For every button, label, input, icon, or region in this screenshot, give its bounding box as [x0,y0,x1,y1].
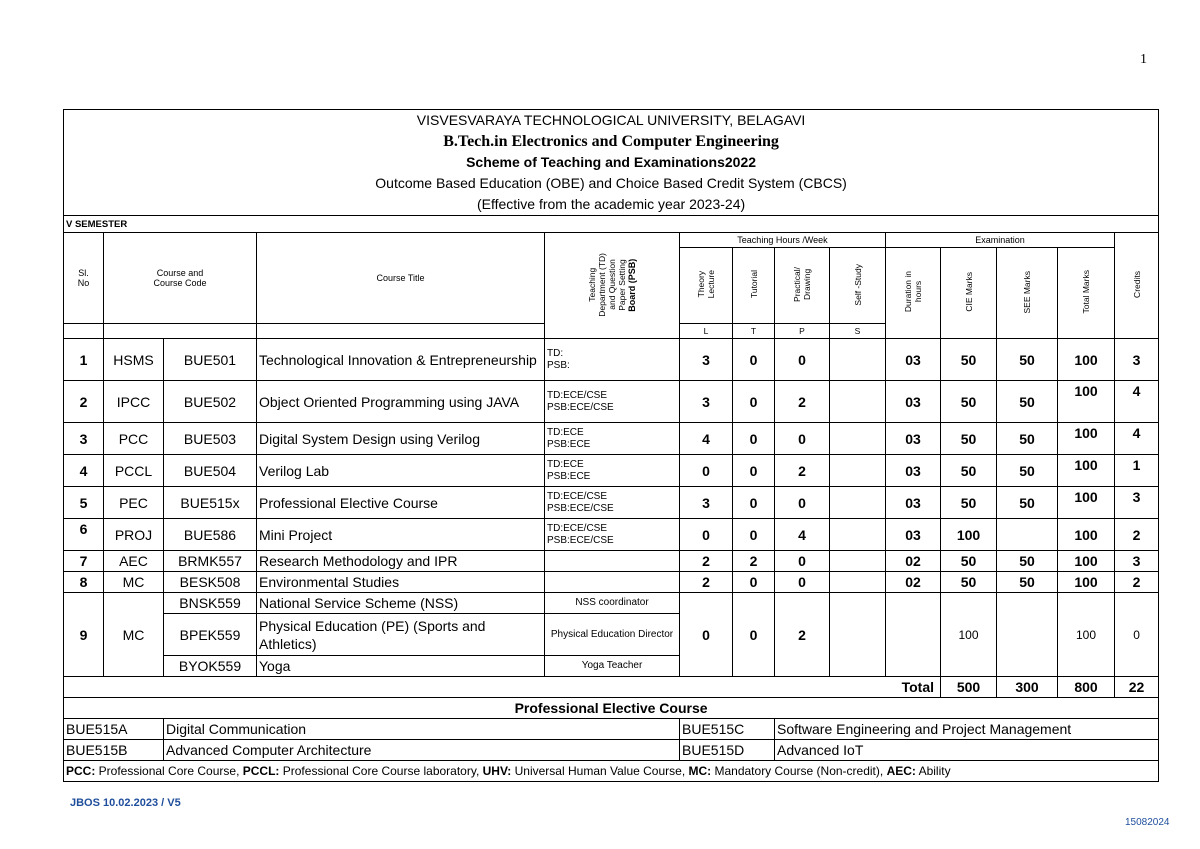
course-title: Verilog Lab [257,455,545,487]
cie-marks: 50 [941,455,997,487]
hours-L: 2 [680,551,733,572]
label-S: S [830,324,886,339]
hours-L: 4 [680,423,733,455]
td-psb [545,572,680,593]
see-marks: 50 [997,487,1058,519]
hours-P: 2 [775,455,830,487]
program-name: B.Tech.in Electronics and Computer Engineering [443,133,779,150]
total-see: 300 [997,677,1058,698]
label-L: L [680,324,733,339]
university-name: VISVESVARAYA TECHNOLOGICAL UNIVERSITY, BELAGAVI [416,112,806,128]
col-course-title: Course Title [257,233,545,324]
semester-label: V SEMESTER [64,216,1159,233]
course-code: BRMK557 [164,551,257,572]
group-examination: Examination [886,233,1115,248]
cie-marks: 50 [941,572,997,593]
td-psb: Yoga Teacher [545,656,680,677]
total-marks: 100 [1058,381,1115,423]
hours-P: 0 [775,423,830,455]
empty-cell [64,324,104,339]
credits: 0 [1115,593,1159,677]
see-marks: 50 [997,551,1058,572]
col-credits: Credits [1115,233,1159,339]
col-total: Total Marks [1058,248,1115,339]
td-psb: TD: PSB: [545,339,680,381]
col-sl-no: Sl. No [64,233,104,324]
sl-no: 4 [64,455,104,487]
course-title: National Service Scheme (NSS) [257,593,545,614]
teaching-dept-label: Teaching Department (TD) and Question Paper Setting Board (PSB) [587,252,637,317]
elective-title: Software Engineering and Project Management [775,719,1159,740]
sl-no: 1 [64,339,104,381]
sl-no: 7 [64,551,104,572]
see-marks: 50 [997,455,1058,487]
col-duration: Duration in hours [886,248,941,339]
hours-L: 3 [680,381,733,423]
abbreviation-note: PCC: Professional Core Course, PCCL: Professional Core Course laboratory, UHV: Universal Human Value Course, MC: Mandatory Course (Non-credit), AEC: Ability [64,761,1159,782]
see-marks: 50 [997,423,1058,455]
td-psb: NSS coordinator [545,593,680,614]
see-marks: 50 [997,381,1058,423]
cie-marks: 100 [941,593,997,677]
course-category: HSMS [104,339,164,381]
hours-T: 0 [733,455,775,487]
table-row [64,381,1159,423]
col-practical: Practical/ Drawing [775,248,830,324]
sl-no: 5 [64,487,104,519]
course-code: BUE515x [164,487,257,519]
effective-year: (Effective from the academic year 2023-24) [476,196,746,212]
hours-T: 0 [733,381,775,423]
duration: 03 [886,487,941,519]
td-psb: TD:ECE/CSE PSB:ECE/CSE [545,519,680,551]
hours-T: 0 [733,519,775,551]
elective-code: BUE515C [680,719,775,740]
course-title: Professional Elective Course [257,487,545,519]
td-psb: TD:ECE/CSE PSB:ECE/CSE [545,487,680,519]
hours-S [830,381,886,423]
hours-T: 0 [733,487,775,519]
sl-no: 3 [64,423,104,455]
hours-S [830,593,886,677]
empty-cell [257,324,545,339]
duration: 03 [886,381,941,423]
page-number: 1 [1140,52,1147,67]
scheme-title: Scheme of Teaching and Examinations2022 [466,154,757,170]
duration [886,593,941,677]
total-marks-sum: 800 [1058,677,1115,698]
hours-T: 0 [733,593,775,677]
credits: 4 [1115,381,1159,423]
cie-marks: 50 [941,487,997,519]
col-cie: CIE Marks [941,248,997,339]
course-title: Digital System Design using Verilog [257,423,545,455]
duration: 03 [886,455,941,487]
total-cie: 500 [941,677,997,698]
see-marks [997,593,1058,677]
hours-S [830,423,886,455]
table-row [64,551,1159,572]
course-category: MC [104,572,164,593]
cie-marks: 50 [941,339,997,381]
td-psb: TD:ECE PSB:ECE [545,455,680,487]
col-theory: Theory Lecture [680,248,733,324]
hours-T: 0 [733,572,775,593]
col-course-code: Course and Course Code [104,233,257,324]
hours-S [830,519,886,551]
hours-P: 0 [775,487,830,519]
col-see: SEE Marks [997,248,1058,339]
course-category: PCC [104,423,164,455]
hours-P: 4 [775,519,830,551]
total-marks: 100 [1058,339,1115,381]
cie-marks: 50 [941,551,997,572]
duration: 02 [886,572,941,593]
hours-L: 3 [680,339,733,381]
elective-title: Advanced Computer Architecture [164,740,680,761]
course-title: Technological Innovation & Entrepreneurship [257,339,545,381]
course-code: BUE586 [164,519,257,551]
hours-S [830,339,886,381]
sl-no: 6 [64,519,104,551]
total-marks: 100 [1058,455,1115,487]
elective-title: Digital Communication [164,719,680,740]
duration: 03 [886,423,941,455]
footer-code: 15082024 [1125,817,1170,828]
hours-P: 2 [775,381,830,423]
credits: 3 [1115,339,1159,381]
total-credits: 22 [1115,677,1159,698]
hours-P: 0 [775,339,830,381]
sl-no: 9 [64,593,104,677]
table-row [64,487,1159,519]
td-psb: Physical Education Director [545,614,680,656]
table-header-block [64,110,1159,216]
elective-row [64,740,1159,761]
td-psb: TD:ECE/CSE PSB:ECE/CSE [545,381,680,423]
elective-code: BUE515D [680,740,775,761]
course-code: BYOK559 [164,656,257,677]
elective-code: BUE515B [64,740,164,761]
empty-cell [104,324,257,339]
hours-S [830,487,886,519]
hours-S [830,551,886,572]
hours-S [830,572,886,593]
credits: 4 [1115,423,1159,455]
course-code: BUE504 [164,455,257,487]
hours-L: 0 [680,455,733,487]
duration: 02 [886,551,941,572]
elective-title: Advanced IoT [775,740,1159,761]
totals-row [64,677,1159,698]
course-code: BPEK559 [164,614,257,656]
course-code: BNSK559 [164,593,257,614]
hours-P: 2 [775,593,830,677]
cie-marks: 100 [941,519,997,551]
course-category: IPCC [104,381,164,423]
table-row [64,423,1159,455]
course-title: Yoga [257,656,545,677]
group-teaching-hours: Teaching Hours /Week [680,233,886,248]
course-title: Physical Education (PE) (Sports and Athletics) [257,614,545,656]
duration: 03 [886,519,941,551]
course-category: PCCL [104,455,164,487]
hours-P: 0 [775,551,830,572]
total-marks: 100 [1058,423,1115,455]
course-title: Mini Project [257,519,545,551]
total-marks: 100 [1058,487,1115,519]
credits: 3 [1115,551,1159,572]
hours-T: 2 [733,551,775,572]
course-title: Research Methodology and IPR [257,551,545,572]
elective-caption: Professional Elective Course [64,698,1159,719]
col-self-study: Self -Study [830,248,886,324]
see-marks [997,519,1058,551]
total-marks: 100 [1058,551,1115,572]
total-marks: 100 [1058,572,1115,593]
course-code: BESK508 [164,572,257,593]
elective-row [64,719,1159,740]
duration: 03 [886,339,941,381]
credits: 1 [1115,455,1159,487]
hours-L: 0 [680,593,733,677]
credits: 2 [1115,519,1159,551]
see-marks: 50 [997,339,1058,381]
sl-no: 8 [64,572,104,593]
hours-P: 0 [775,572,830,593]
system-title: Outcome Based Education (OBE) and Choice Based Credit System (CBCS) [375,175,847,191]
table-row [64,519,1159,551]
table-row [64,593,1159,614]
hours-S [830,455,886,487]
hours-L: 3 [680,487,733,519]
table-row [64,455,1159,487]
table-row [64,572,1159,593]
hours-T: 0 [733,423,775,455]
elective-code: BUE515A [64,719,164,740]
hours-L: 2 [680,572,733,593]
course-code: BUE503 [164,423,257,455]
credits: 3 [1115,487,1159,519]
totals-label: Total [64,677,941,698]
course-code: BUE501 [164,339,257,381]
footer-version: JBOS 10.02.2023 / V5 [70,797,181,809]
cie-marks: 50 [941,381,997,423]
course-code: BUE502 [164,381,257,423]
td-psb [545,551,680,572]
course-title: Object Oriented Programming using JAVA [257,381,545,423]
total-marks: 100 [1058,593,1115,677]
hours-T: 0 [733,339,775,381]
credits: 2 [1115,572,1159,593]
label-T: T [733,324,775,339]
see-marks: 50 [997,572,1058,593]
course-title: Environmental Studies [257,572,545,593]
scheme-table [63,109,1159,782]
sl-no: 2 [64,381,104,423]
table-row [64,339,1159,381]
label-P: P [775,324,830,339]
course-category: PEC [104,487,164,519]
cie-marks: 50 [941,423,997,455]
col-tutorial: Tutorial [733,248,775,324]
course-category: PROJ [104,519,164,551]
col-teaching-dept [545,233,680,339]
td-psb: TD:ECE PSB:ECE [545,423,680,455]
hours-L: 0 [680,519,733,551]
course-category: MC [104,593,164,677]
total-marks: 100 [1058,519,1115,551]
course-category: AEC [104,551,164,572]
